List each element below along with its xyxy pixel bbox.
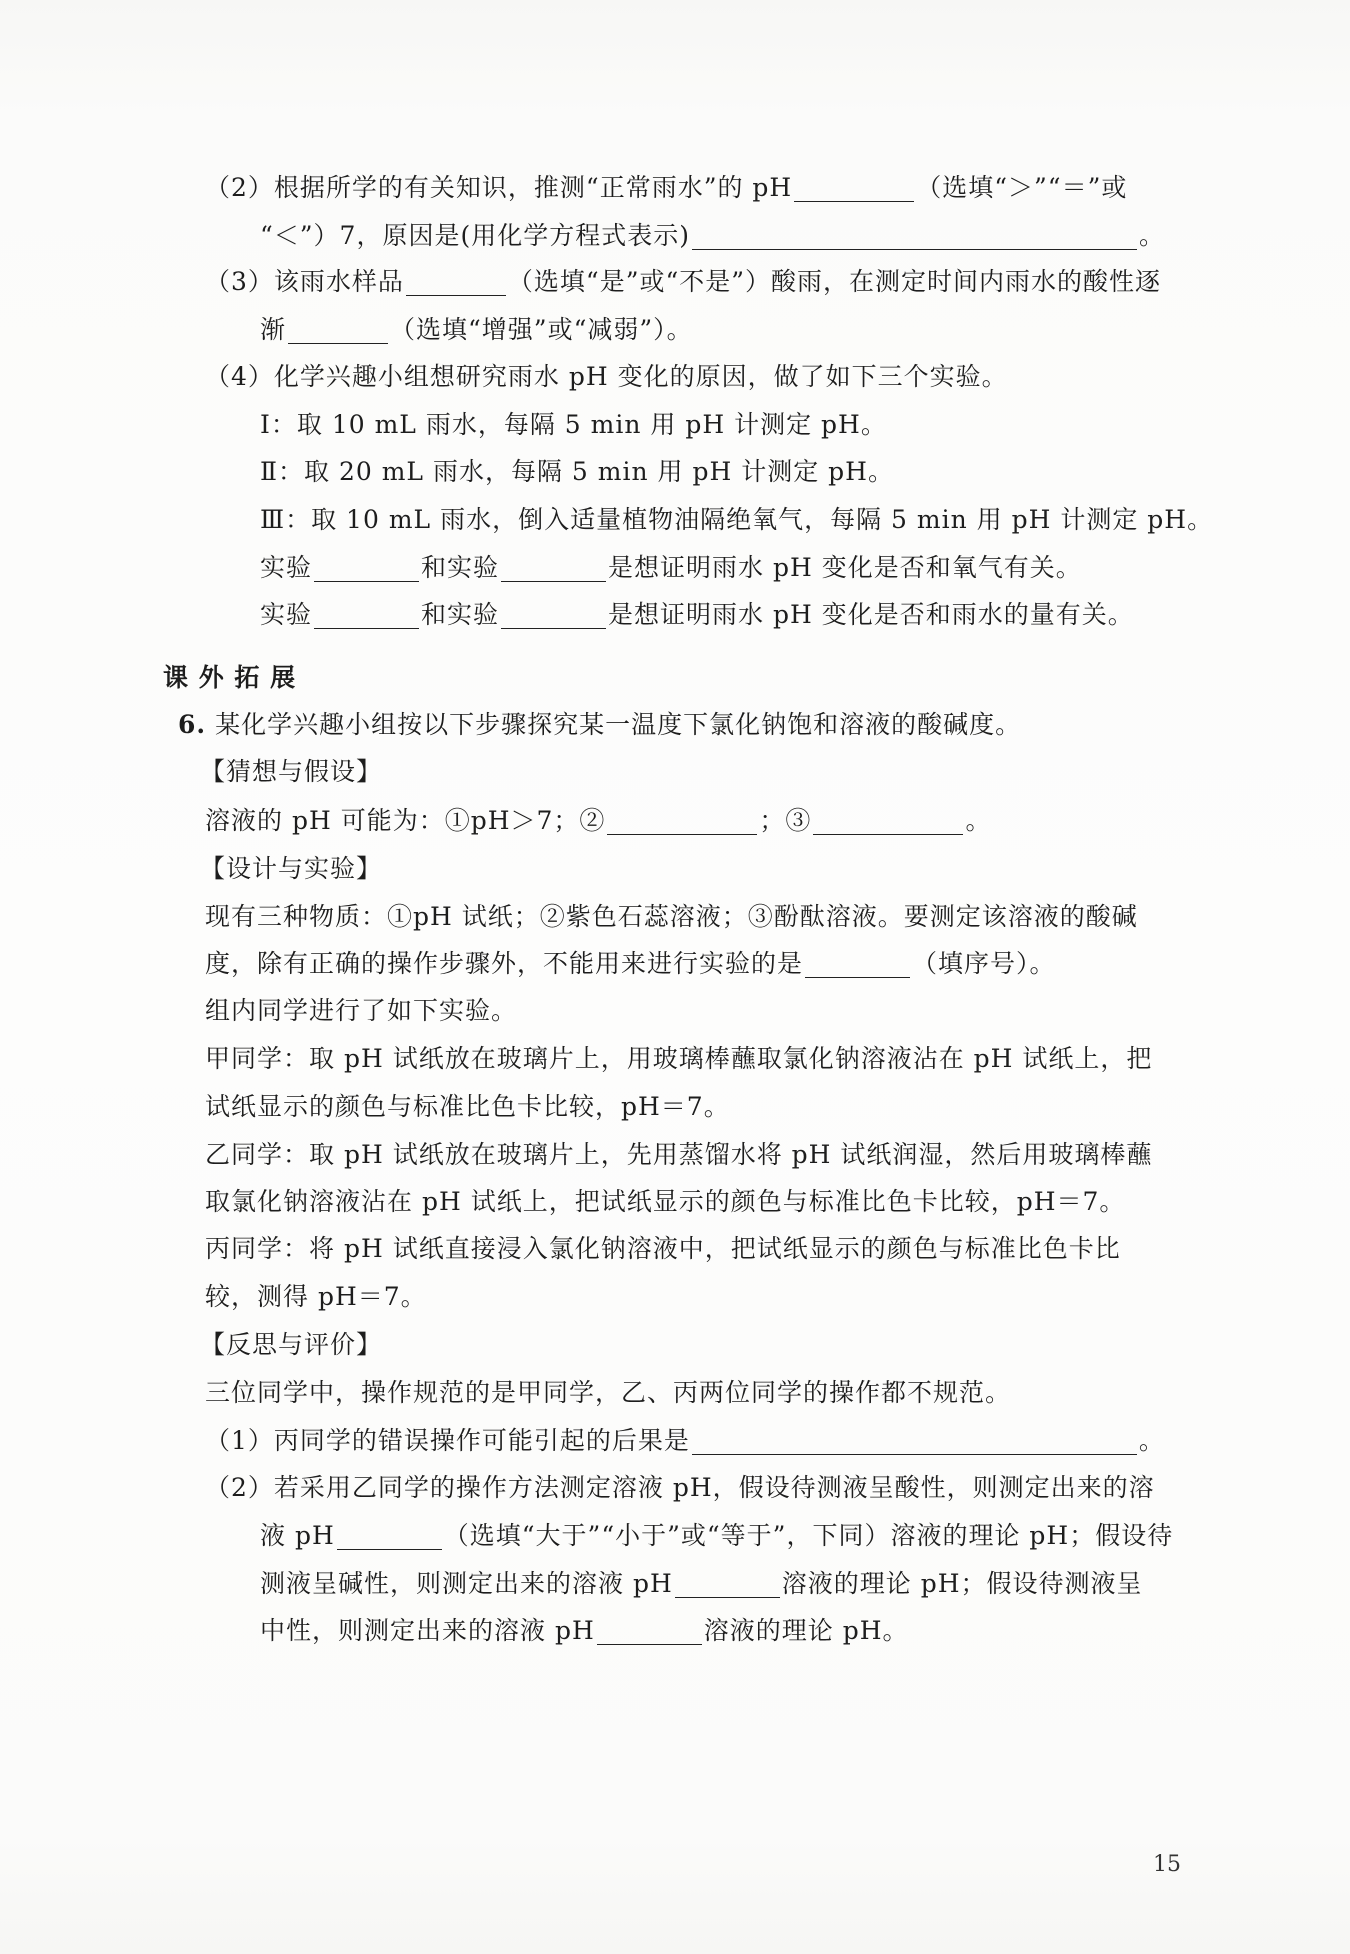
answer-blank[interactable] [597, 1616, 702, 1645]
experiment-3: Ⅲ：取 10 mL 雨水，倒入适量植物油隔绝氧气，每隔 5 min 用 pH 计测定 pH。 [260, 505, 1214, 534]
question-4-intro: （4）化学兴趣小组想研究雨水 pH 变化的原因，做了如下三个实验。 [205, 362, 1008, 391]
answer-blank[interactable] [406, 267, 506, 296]
answer-blank[interactable] [692, 1426, 1137, 1455]
answer-blank[interactable] [805, 949, 910, 978]
question-2-line-1 [205, 168, 1350, 208]
text: （选填“增强”或“减弱”）。 [390, 315, 693, 344]
design-line-1: 现有三种物质：①pH 试纸；②紫色石蕊溶液；③酚酞溶液。要测定该溶液的酸碱 [205, 902, 1138, 931]
text: 是想证明雨水 pH 变化是否和氧气有关。 [608, 553, 1082, 582]
answer-blank[interactable] [314, 553, 419, 582]
text: 和实验 [421, 600, 500, 629]
reflection-q2-line-3 [260, 1564, 1350, 1604]
text: 溶液的理论 pH；假设待测液呈 [781, 1569, 1143, 1598]
heading-design: 【设计与实验】 [200, 854, 383, 883]
answer-blank[interactable] [337, 1521, 442, 1550]
text: 实验 [260, 600, 313, 629]
text: 实验 [260, 553, 313, 582]
reflection-q2-line-2 [260, 1516, 1350, 1556]
hypothesis-line [205, 801, 1350, 841]
question-4-oxygen [260, 548, 1350, 588]
answer-blank[interactable] [288, 315, 388, 344]
design-line-3: 组内同学进行了如下实验。 [205, 996, 518, 1025]
text: 某化学兴趣小组按以下步骤探究某一温度下氯化钠饱和溶液的酸碱度。 [215, 710, 1022, 739]
reflection-line: 三位同学中，操作规范的是甲同学，乙、丙两位同学的操作都不规范。 [205, 1378, 1012, 1407]
student-bing-1: 丙同学：将 pH 试纸直接浸入氯化钠溶液中，把试纸显示的颜色与标准比色卡比 [205, 1234, 1121, 1263]
question-4-volume [260, 595, 1350, 635]
text: 液 pH [260, 1521, 335, 1550]
heading-reflection: 【反思与评价】 [200, 1330, 383, 1359]
text: （1）丙同学的错误操作可能引起的后果是 [205, 1426, 690, 1455]
text: 中性，则测定出来的溶液 pH [260, 1616, 595, 1645]
reflection-q2-line-4 [260, 1611, 1350, 1651]
answer-blank[interactable] [794, 173, 914, 202]
answer-blank[interactable] [813, 806, 963, 835]
question-6-stem [178, 705, 1350, 745]
student-yi-1: 乙同学：取 pH 试纸放在玻璃片上，先用蒸馏水将 pH 试纸润湿，然后用玻璃棒蘸 [205, 1140, 1153, 1169]
answer-blank[interactable] [314, 600, 419, 629]
text: 是想证明雨水 pH 变化是否和雨水的量有关。 [608, 600, 1134, 629]
answer-blank[interactable] [692, 221, 1137, 250]
page-number: 15 [1153, 1852, 1181, 1877]
text: 和实验 [421, 553, 500, 582]
experiment-2: Ⅱ：取 20 mL 雨水，每隔 5 min 用 pH 计测定 pH。 [260, 457, 894, 486]
student-jia-1: 甲同学：取 pH 试纸放在玻璃片上，用玻璃棒蘸取氯化钠溶液沾在 pH 试纸上，把 [205, 1044, 1153, 1073]
design-line-2 [205, 944, 1350, 984]
question-number: 6. [178, 710, 207, 739]
experiment-1: Ⅰ：取 10 mL 雨水，每隔 5 min 用 pH 计测定 pH。 [260, 410, 887, 439]
answer-blank[interactable] [501, 553, 606, 582]
reflection-q1 [205, 1421, 1350, 1461]
text: （选填“是”或“不是”）酸雨，在测定时间内雨水的酸性逐 [507, 267, 1162, 296]
question-3-line-2 [260, 310, 1350, 350]
answer-blank[interactable] [675, 1569, 780, 1598]
text: （3）该雨水样品 [205, 267, 404, 296]
answer-blank[interactable] [501, 600, 606, 629]
text: 溶液的 pH 可能为：①pH＞7；② [205, 806, 606, 835]
text: 渐 [260, 315, 287, 344]
text: “＜”）7，原因是(用化学方程式表示) [260, 221, 690, 250]
section-heading: 课 外 拓 展 [163, 663, 297, 692]
text: 溶液的理论 pH。 [703, 1616, 909, 1645]
text: 。 [1138, 1426, 1165, 1455]
answer-blank[interactable] [607, 806, 757, 835]
text: ；③ [759, 806, 812, 835]
text: 度，除有正确的操作步骤外，不能用来进行实验的是 [205, 949, 804, 978]
text: （选填“大于”“小于”或“等于”，下同）溶液的理论 pH；假设待 [443, 1521, 1174, 1550]
heading-hypothesis: 【猜想与假设】 [200, 757, 383, 786]
reflection-q2-line-1: （2）若采用乙同学的操作方法测定溶液 pH，假设待测液呈酸性，则测定出来的溶 [205, 1473, 1155, 1502]
student-jia-2: 试纸显示的颜色与标准比色卡比较，pH＝7。 [205, 1092, 730, 1121]
student-yi-2: 取氯化钠溶液沾在 pH 试纸上，把试纸显示的颜色与标准比色卡比较，pH＝7。 [205, 1187, 1126, 1216]
student-bing-2: 较，测得 pH＝7。 [205, 1282, 427, 1311]
text: 。 [965, 806, 992, 835]
text: （选填“＞”“＝”或 [916, 173, 1128, 202]
question-2-line-2 [260, 216, 1350, 256]
question-3-line-1 [205, 262, 1350, 302]
text: 测液呈碱性，则测定出来的溶液 pH [260, 1569, 673, 1598]
text: （2）根据所学的有关知识，推测“正常雨水”的 pH [205, 173, 793, 202]
text: （填序号）。 [912, 949, 1056, 978]
text: 。 [1138, 221, 1165, 250]
